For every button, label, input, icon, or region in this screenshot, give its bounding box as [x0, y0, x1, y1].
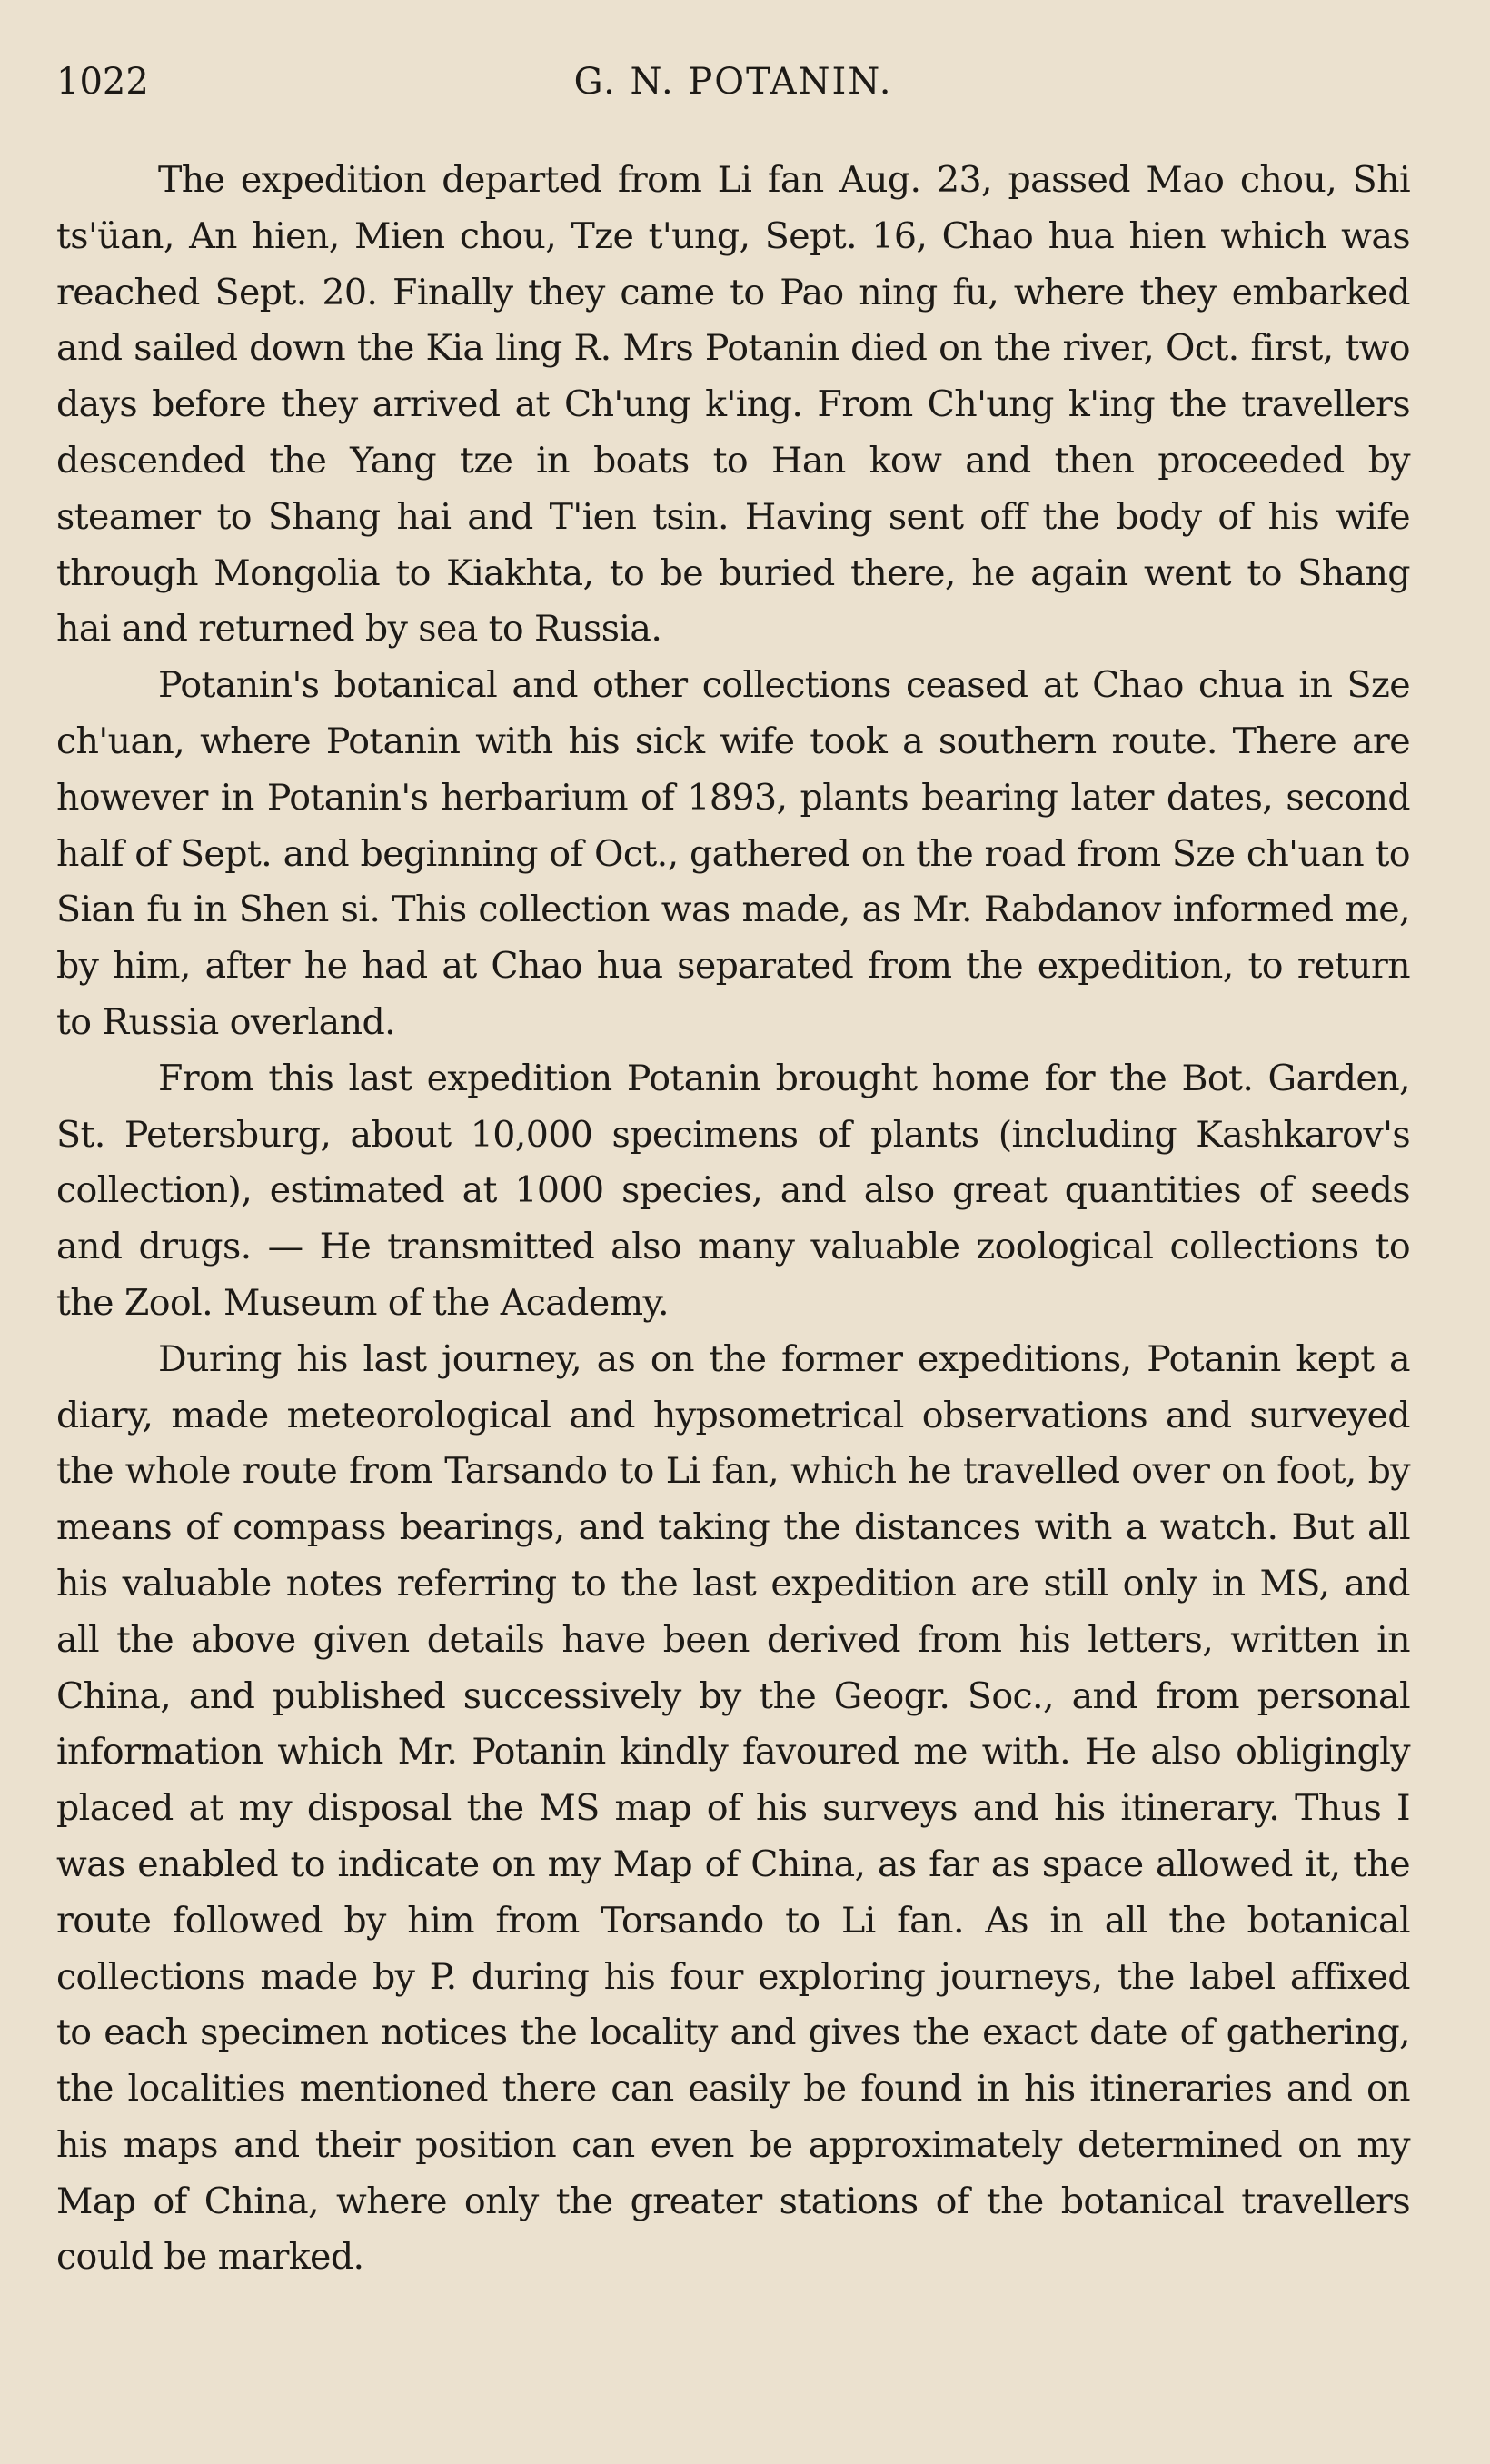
body-text [56, 153, 1410, 2286]
running-head [56, 55, 1410, 109]
paragraph-specimens-brought-home: From this last expedition Potanin brought home for the Bot. Garden, St. Petersburg, about 10,000 specimens of plants (including Kashkarov's collection), estimated at 1000 species, and also great quantities of seeds and drugs. — He transmitted also many valuable zoological collections to the Zool. Museum of the Academy. [56, 1057, 1410, 1324]
paragraph-last-journey-notes: During his last journey, as on the former expeditions, Potanin kept a diary, made meteorological and hypsometrical observations and surveyed the whole route from Tarsando to Li fan, which he travelled over on foot, by means of compass bearings, and taking the distances with a watch. But all his valuable notes referring to the last expedition are still only in MS, and all the above given details have been derived from his letters, written in China, and published successively by the Geogr. Soc., and from personal information which Mr. Potanin kindly favoured me with. He also obligingly placed at my disposal the MS map of his surveys and his itinerary. Thus I was enabled to indicate on my Map of China, as far as space allowed it, the route followed by him from Torsando to Li fan. As in all the botanical collections made by P. during his four exploring journeys, the label affixed to each specimen notices the locality and gives the exact date of gathering, the localities mentioned there can easily be found in his itineraries and on his maps and their position can even be approximately determined on my Map of China, where only the greater stations of the botanical travellers could be marked. [56, 1337, 1410, 2279]
running-title: G. N. POTANIN. [573, 61, 893, 103]
paragraph-botanical-collections: Potanin's botanical and other collections ceased at Chao chua in Sze ch'uan, where Potanin with his sick wife took a southern route. There are however in Potanin's herbarium of 1893, plants bearing later dates, second half of Sept. and beginning of Oct., gathered on the road from Sze ch'uan to Sian fu in Shen si. This collection was made, as Mr. Rabdanov informed me, by him, after he had at Chao hua separated from the expedition, to return to Russia overland. [56, 664, 1410, 1043]
paragraph-expedition-route: The expedition departed from Li fan Aug. 23, passed Mao chou, Shi ts'üan, An hien, Mien chou, Tze t'ung, Sept. 16, Chao hua hien which was reached Sept. 20. Finally they came to Pao ning fu, where they embarked and sailed down the Kia ling R. Mrs Potanin died on the river, Oct. first, two days before they arrived at Ch'ung k'ing. From Ch'ung k'ing the travellers descended the Yang tze in boats to Han kow and then proceeded by steamer to Shang hai and T'ien tsin. Having sent off the body of his wife through Mongolia to Kiakhta, to be buried there, he again went to Shang hai and returned by sea to Russia. [56, 159, 1410, 651]
page-number: 1022 [56, 61, 149, 103]
